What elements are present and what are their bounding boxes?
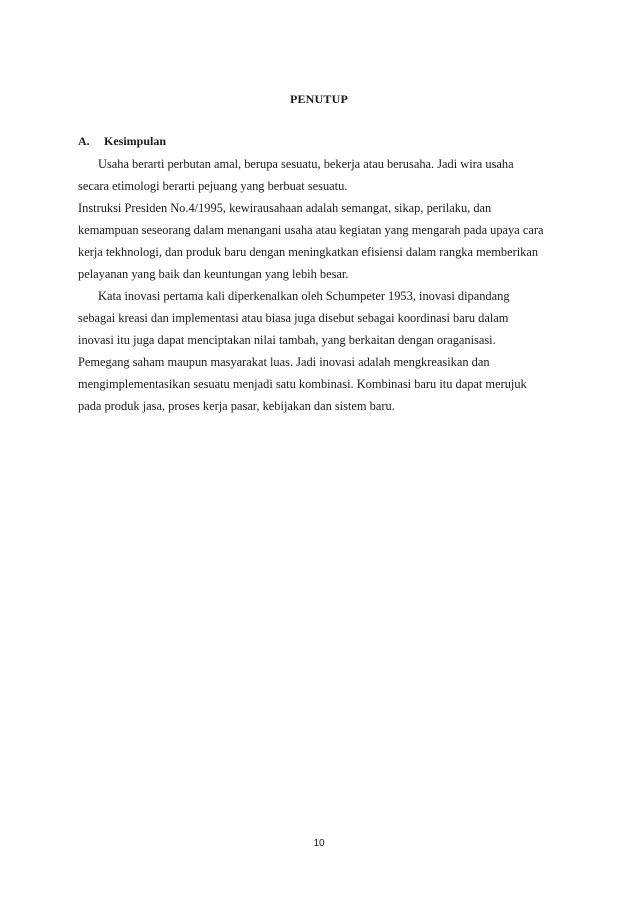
page-title: PENUTUP: [289, 92, 349, 106]
text-line: Usaha berarti perbutan amal, berupa sesuatu, bekerja atau berusaha. Jadi wira usaha: [98, 157, 514, 171]
text-line: kemampuan seseorang dalam menangani usaha atau kegiatan yang mengarah pada upaya cara: [78, 223, 544, 237]
text-line: Kata inovasi pertama kali diperkenalkan oleh Schumpeter 1953, inovasi dipandang: [98, 289, 510, 303]
text-line: Instruksi Presiden No.4/1995, kewirausahaan adalah semangat, sikap, perilaku, dan: [78, 201, 492, 215]
page-number: 10: [313, 838, 325, 849]
text-line: mengimplementasikan sesuatu menjadi satu kombinasi. Kombinasi baru itu dapat merujuk: [78, 377, 527, 391]
text-line: pelayanan yang baik dan keuntungan yang lebih besar.: [78, 267, 349, 281]
text-line: inovasi itu juga dapat menciptakan nilai tambah, yang berkaitan dengan oraganisasi.: [78, 333, 496, 347]
section-number: A.: [78, 134, 90, 148]
body-text: [78, 153, 568, 417]
section-heading-text: Kesimpulan: [104, 134, 167, 148]
section-heading: [78, 134, 166, 149]
text-line: pada produk jasa, proses kerja pasar, kebijakan dan sistem baru.: [78, 399, 395, 413]
text-line: kerja tekhnologi, dan produk baru dengan meningkatkan efisiensi dalam rangka memberikan: [78, 245, 539, 259]
text-line: Pemegang saham maupun masyarakat luas. Jadi inovasi adalah mengkreasikan dan: [78, 355, 490, 369]
text-line: sebagai kreasi dan implementasi atau biasa juga disebut sebagai koordinasi baru dalam: [78, 311, 509, 325]
text-line: secara etimologi berarti pejuang yang berbuat sesuatu.: [78, 179, 348, 193]
